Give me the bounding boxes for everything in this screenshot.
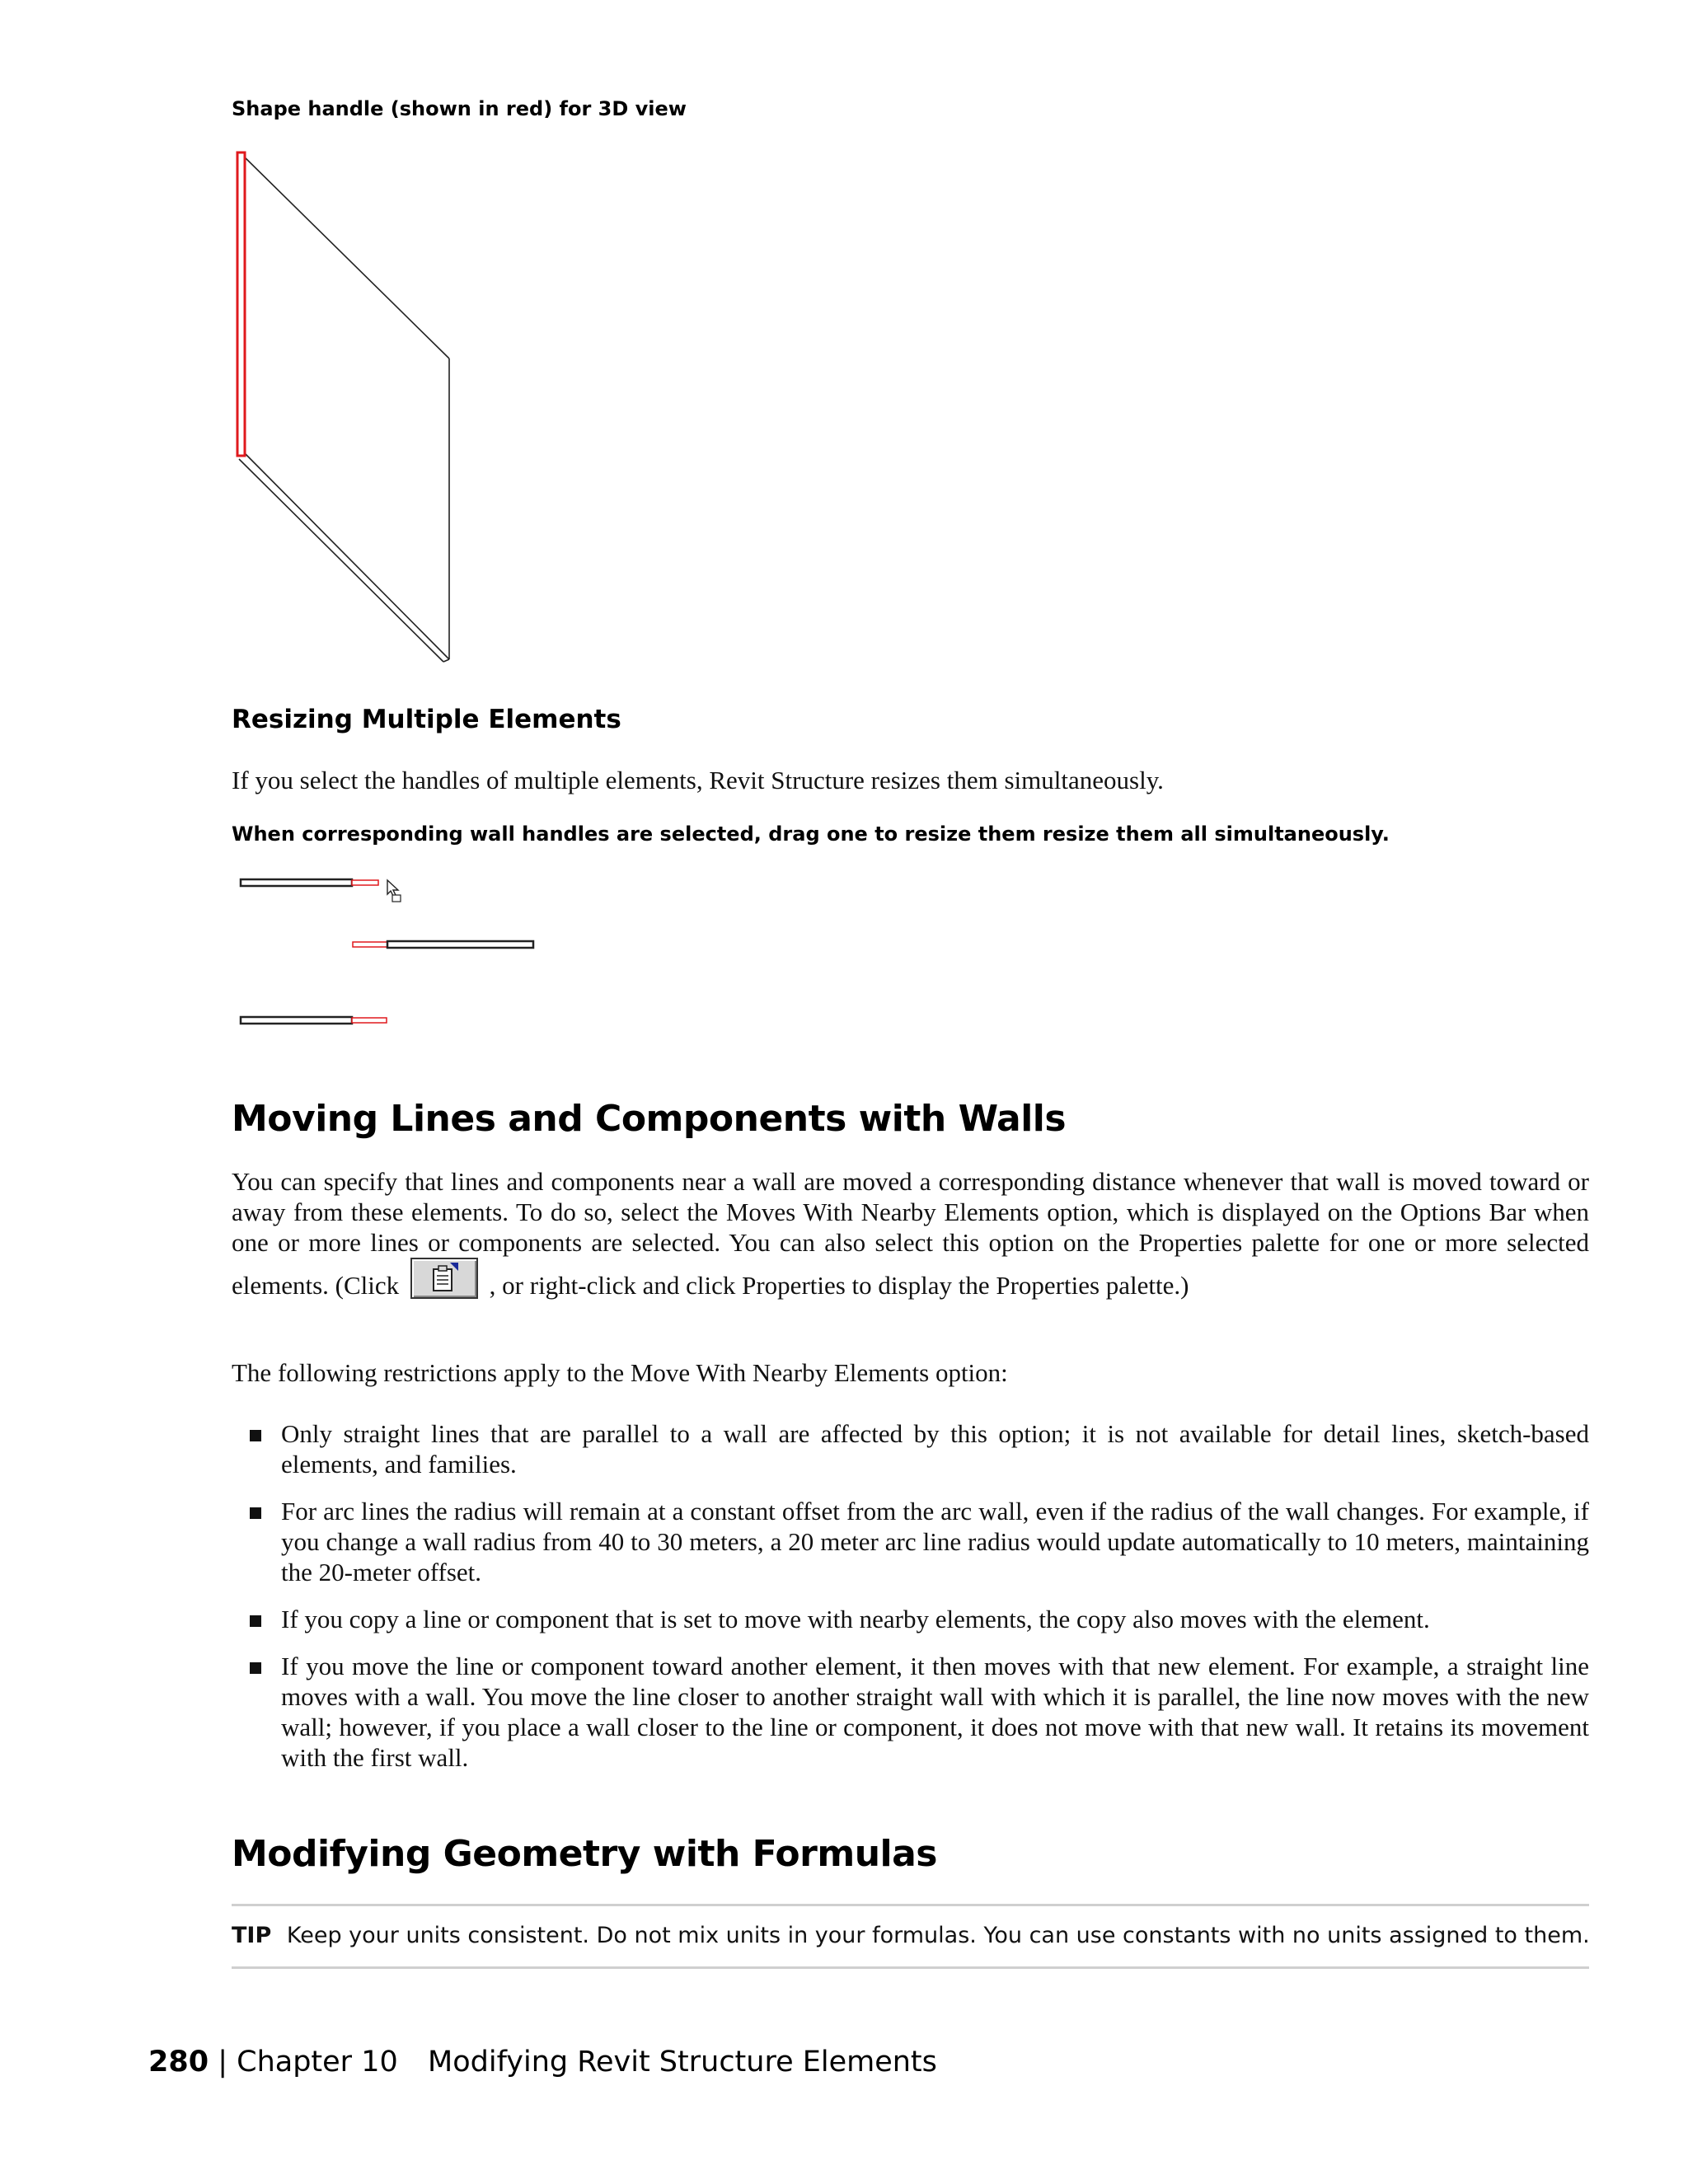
section-heading-moving: Moving Lines and Components with Walls xyxy=(232,1098,1067,1140)
properties-icon xyxy=(410,1258,478,1299)
tip-label: TIP xyxy=(232,1923,272,1948)
wall-3d-view-figure xyxy=(231,144,462,672)
bullet-square-icon xyxy=(250,1615,261,1627)
footer-chapter: Chapter 10 xyxy=(237,2046,398,2079)
restrictions-list xyxy=(232,1418,1589,1789)
bullet-square-icon xyxy=(250,1507,261,1519)
bullet-square-icon xyxy=(250,1430,261,1441)
tip-box xyxy=(232,1904,1589,1969)
list-item: If you move the line or component toward another element, it then moves with that new element. For example, a straight line moves with a wall. You move the line closer to another straight wall with which it is parallel, the line now moves with the new wall; however, if you place a wall closer to the line or component, it does not move with that new wall. It retains its movement with the first wall. xyxy=(232,1651,1589,1773)
wall-segment xyxy=(387,941,533,948)
restrictions-intro: The following restrictions apply to the Move With Nearby Elements option: xyxy=(232,1358,1008,1387)
wall-resize-figure xyxy=(231,869,560,1034)
shape-handle-red xyxy=(237,152,245,456)
section-heading-resizing: Resizing Multiple Elements xyxy=(232,705,621,734)
list-item: Only straight lines that are parallel to a wall are affected by this option; it is not available for detail lines, sketch-based elements, and families. xyxy=(232,1418,1589,1479)
wall-row-3 xyxy=(241,1017,387,1024)
resizing-paragraph xyxy=(232,765,1592,795)
moving-paragraph xyxy=(232,1166,1589,1301)
tip-text: Keep your units consistent. Do not mix units in your formulas. You can use constants with no units assigned to them. xyxy=(286,1923,1590,1948)
footer-chapter-title: Modifying Revit Structure Elements xyxy=(428,2046,937,2079)
wall-row-2 xyxy=(353,941,533,948)
section-heading-formulas: Modifying Geometry with Formulas xyxy=(232,1833,937,1875)
wall-handle-red xyxy=(353,942,387,947)
drag-cursor-icon xyxy=(387,880,401,902)
wall-handle-red xyxy=(352,1018,387,1023)
moving-paragraph-part1: You can specify that lines and components near a wall are moved a corresponding distance whenever that wall is moved toward or away from these elements. To do so, select the Moves With Nearby Elements option, which is displayed on the Options Bar when one or more lines or components are selected. You can also select this option on the Properties palette for one or more selected elements. (Click xyxy=(232,1167,1589,1300)
moving-paragraph-part2: , or right-click and click Properties to display the Properties palette.) xyxy=(489,1271,1189,1300)
page-number: 280 xyxy=(148,2046,209,2079)
list-item: For arc lines the radius will remain at a constant offset from the arc wall, even if the radius of the wall changes. For example, if you change a wall radius from 40 to 30 meters, a 20 meter arc line radius would update automatically to 10 meters, maintaining the 20-meter offset. xyxy=(232,1496,1589,1587)
wall-row-1 xyxy=(241,879,401,902)
bullet-square-icon xyxy=(250,1662,261,1674)
figure-caption-resize: When corresponding wall handles are selected, drag one to resize them resize them all simultaneously. xyxy=(232,823,1390,846)
wall-3d-outline xyxy=(239,154,449,662)
wall-segment xyxy=(241,1017,352,1024)
list-item: If you copy a line or component that is set to move with nearby elements, the copy also moves with the element. xyxy=(232,1604,1589,1634)
figure-caption-3d-view: Shape handle (shown in red) for 3D view xyxy=(232,97,687,120)
wall-handle-red xyxy=(352,880,378,885)
footer-separator: | xyxy=(218,2046,227,2079)
page-footer xyxy=(148,2046,937,2079)
wall-segment xyxy=(241,879,352,886)
resizing-paragraph-text: If you select the handles of multiple elements, Revit Structure resizes them simultaneously. xyxy=(232,766,1164,794)
